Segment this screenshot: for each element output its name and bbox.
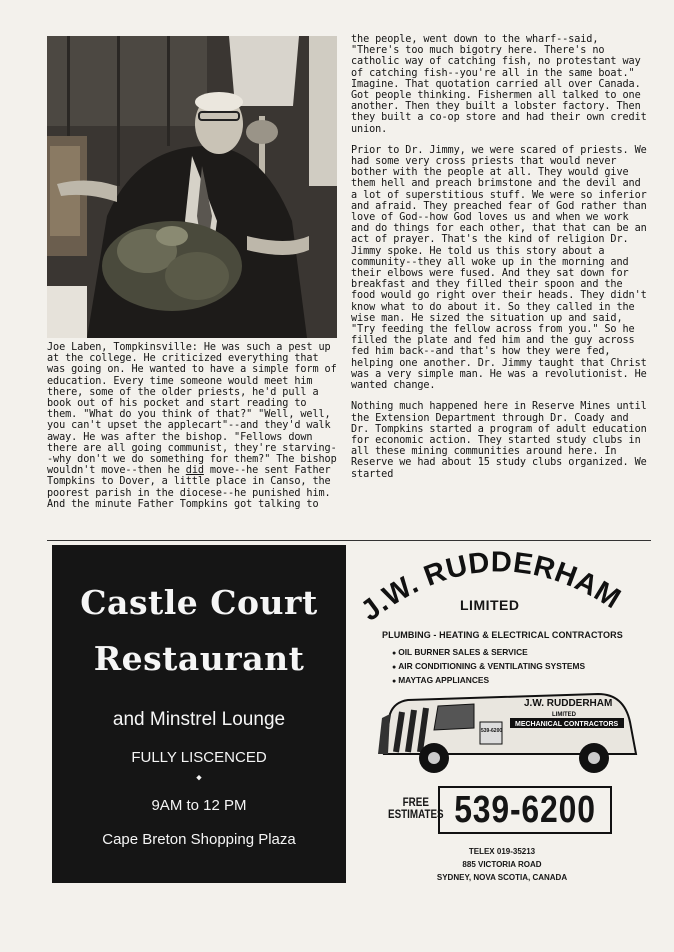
van-limited: LIMITED — [552, 712, 576, 718]
street-address: 885 VICTORIA ROAD — [462, 860, 542, 869]
rudderham-ad — [352, 548, 652, 888]
ad-license: FULLY LISCENCED — [131, 749, 267, 766]
article-column-left — [47, 342, 339, 510]
divider-rule — [47, 540, 651, 541]
svg-text:J.W. RUDDERHAM — [355, 548, 626, 627]
free-line1: FREE — [402, 795, 429, 809]
ad-subtitle: and Minstrel Lounge — [112, 709, 286, 730]
ad-title-line1: Castle Court — [80, 583, 318, 622]
castle-court-ad — [52, 545, 346, 883]
company-name: J.W. RUDDERHAM — [355, 548, 627, 628]
ad-location: Cape Breton Shopping Plaza — [102, 831, 296, 848]
company-name-arc — [352, 548, 652, 638]
van-subtitle: MECHANICAL CONTRACTORS — [515, 721, 619, 728]
article-paragraph: Joe Laben, Tompkinsville: He was such a pest up at the college. He criticized everything that was going on. He wanted to have a simple form of education. Every time someone would meet him there, some of the older priests, he'd pull a book out of his pocket and start reading to them. "What do you think of that?" "Well, well, you can't upset the applecart"--and they'd walk away. He was after the bishop. "Fellows down there are all going communist, they're starving--why don't we do something for them?" The bishop wouldn't move--then he did move--he sent Father Tompkins to Dover, a little place in Canso, the poorest parish in the diocese--he punished him. And the minute Father Tompkins got talking to — [47, 342, 337, 510]
service-item: ● AIR CONDITIONING & VENTILATING SYSTEMS — [392, 660, 585, 674]
ad-hours: 9AM to 12 PM — [151, 797, 247, 814]
article-paragraph: Prior to Dr. Jimmy, we were scared of priests. We had some very cross priests that would never bother with the people at all. They would give them hell and preach brimstone and the devil and a lot of superstitious stuff. We were so inferior and afraid. They preached fear of God rather than love of God--how God loves us and when we work and do things for each other, that that can be an act of prayer. That's the kind of religion Dr. Jimmy spoke. He told us this story about a community--they all woke up in the morning and their elbows were fused. And they sat down for breakfast and they filled their spoon and the food would go right over their heads. They didn't know what to do about it. So they called in the wise man. He sized the situation up and said, "Try feeding the fellow across from you." So he filled the plate and fed him and the guy across fed him back--and that's how they were fed, helping one another. Dr. Jimmy taught that Christ was a very simple man. He was a revolutionist. He wanted change. — [351, 144, 647, 392]
service-item: ● OIL BURNER SALES & SERVICE — [392, 646, 585, 660]
van-icon — [374, 688, 644, 780]
article-paragraph: Nothing much happened here in Reserve Mines until the Extension Department through Dr. Coady and Dr. Tompkins started a program of adult education for economic action. They started study clubs in all these mining communities around here. In Reserve we had about 15 study clubs organized. We started — [351, 401, 647, 480]
services-list — [392, 646, 585, 688]
free-line2: ESTIMATES — [388, 807, 444, 821]
telex-number: TELEX 019-35213 — [468, 847, 536, 856]
van-phone: 539-6200 — [481, 728, 503, 734]
photo-elderly-man — [47, 36, 337, 338]
contractor-types: PLUMBING - HEATING & ELECTRICAL CONTRACTORS — [382, 630, 623, 640]
free-estimates — [388, 796, 444, 820]
article-paragraph: the people, went down to the wharf--said, "There's too much bigotry here. There's no catholic way of catching fish, no protestant way of catching fish--you're all in the same boat." Imagine. That quotation carried all over Canada. Got people thinking. Fishermen all talked to one another. Then they built a lobster factory. Then they built a co-op store and had their own credit union. — [351, 34, 647, 135]
ad-title-line2: Restaurant — [93, 639, 305, 678]
photo-elderly-man-icon — [47, 36, 337, 338]
diamond-icon: ◆ — [196, 773, 202, 783]
phone-number: 539-6200 — [454, 789, 596, 831]
company-limited: LIMITED — [460, 597, 520, 613]
service-item: ● MAYTAG APPLIANCES — [392, 674, 585, 688]
van-company-name: J.W. RUDDERHAM — [524, 698, 613, 709]
phone-box — [438, 786, 612, 834]
city-address: SYDNEY, NOVA SCOTIA, CANADA — [436, 873, 568, 882]
article-column-right — [351, 34, 651, 480]
emphasis-did: did — [185, 465, 204, 477]
